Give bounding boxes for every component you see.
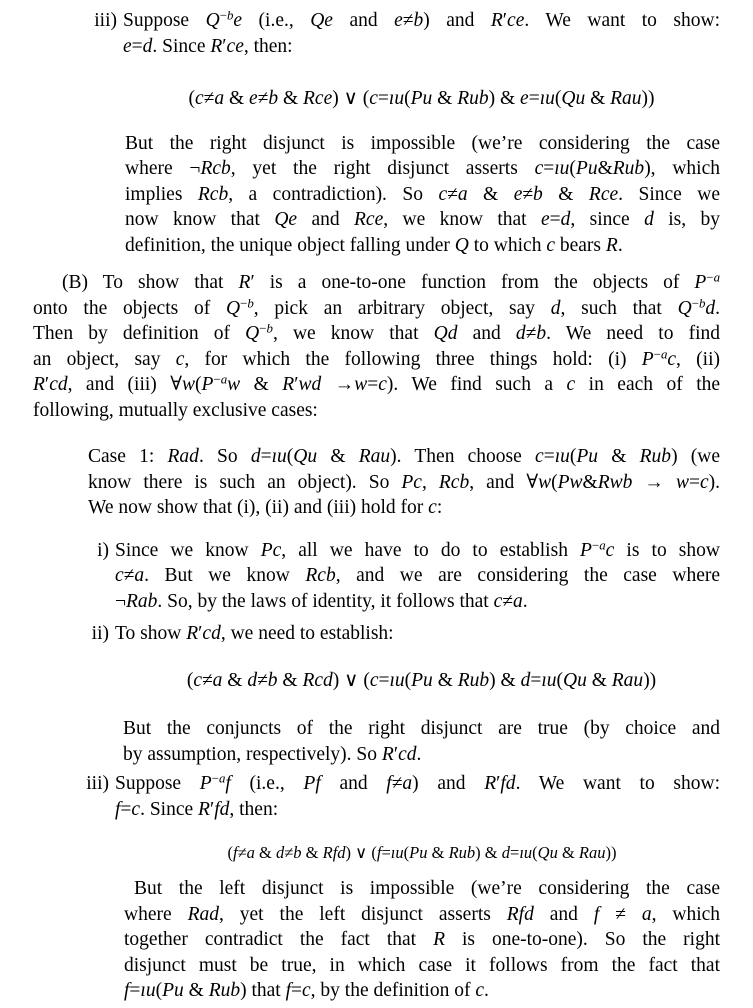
item-label: iii)	[86, 773, 109, 794]
text-line: We now show that (i), (ii) and (iii) hold for c:	[88, 497, 443, 518]
text-line: To show R′cd, we need to establish:	[115, 623, 394, 644]
text-line: where ¬Rcb, yet the right disjunct asserts c=ıu(Pu&Rub), which	[125, 158, 721, 179]
text-line: But the right disjunct is impossible (we’re considering the case	[125, 132, 720, 154]
list-item-iii-bottom	[86, 771, 721, 1004]
text-line: Since we know Pc, all we have to do to establish $P^{-a}c$ is to show	[115, 537, 720, 561]
text-line: know there is such an object). So Pc, Rcb, and ∀w(Pw&Rwb → w=c).	[88, 471, 721, 493]
text-line: onto the objects of $Q^{-b}$, pick an arbitrary object, say d, such that $Q^{-b}d$.	[33, 295, 721, 319]
list-item-ii	[91, 621, 720, 767]
text-line: e=d. Since R′ce, then:	[123, 35, 293, 57]
item-label: ii)	[91, 623, 109, 644]
text-line: f=ıu(Pu & Rub) that f=c, by the definition of c.	[124, 980, 489, 1001]
display-formula-3: (f≠a & d≠b & Rfd) ∨ (f=ıu(Pu & Rub) & d=ıu(Qu & Rau))	[227, 843, 617, 862]
text-line: (B) To show that R′ is a one-to-one function from the objects of $P^{-a}$	[62, 270, 720, 293]
item-label: i)	[97, 539, 109, 561]
item-label: iii)	[94, 10, 117, 31]
list-item-iii-top	[94, 8, 721, 258]
text-line: definition, the unique object falling under Q to which c bears R.	[125, 234, 623, 256]
text-line: R′cd, and (iii) $\forall w(P^{-a}w$ & R′wd →w=c). We find such a c in each of the	[33, 372, 721, 395]
text-line: where Rad, yet the left disjunct asserts Rfd and f ≠ a, which	[124, 903, 721, 925]
text-line: following, mutually exclusive cases:	[33, 399, 318, 421]
paragraph-left-disjunct	[124, 876, 720, 1004]
text-line: Case 1: Rad. So d=ıu(Qu & Rau). Then choose c=ıu(Pu & Rub) (we	[88, 446, 721, 467]
text-line: f=c. Since R′fd, then:	[115, 798, 279, 820]
text-line: by assumption, respectively). So R′cd.	[123, 743, 422, 765]
text-line: now know that Qe and Rce, we know that e=d, since d is, by	[125, 209, 720, 230]
text-line: implies Rcb, a contradiction). So c≠a & e≠b & Rce. Since we	[125, 183, 721, 205]
text-line: an object, say c, for which the following three things hold: (i) $P^{-a}c$, (ii)	[33, 346, 721, 370]
paragraph-case-1	[88, 444, 720, 521]
paragraph-part-b	[33, 270, 720, 423]
display-formula-1: (c≠a & e≠b & Rce) ∨ (c=ıu(Pu & Rub) & e=ıu(Qu & Rau))	[188, 88, 655, 109]
text-line: disjunct must be true, in which case it follows from the fact that	[124, 954, 720, 976]
paragraph-conjuncts	[123, 716, 720, 767]
list-item-i	[97, 537, 721, 615]
text-line: Suppose $Q^{-b}e$ (i.e., Qe and e≠b) and R′ce. We want to show:	[123, 8, 721, 31]
item-list	[86, 537, 721, 1004]
display-formula-2: (c≠a & d≠b & Rcd) ∨ (c=ıu(Pu & Rub) & d=ıu(Qu & Rau))	[186, 669, 657, 691]
text-line: Suppose $P^{-a}f$ (i.e., Pf and f≠a) and R′fd. We want to show:	[115, 771, 721, 794]
text-line: Then by definition of $Q^{-b}$, we know that Qd and d≠b. We need to find	[33, 321, 720, 344]
paragraph-right-disjunct	[125, 131, 720, 259]
text-line: c≠a. But we know Rcb, and we are considering the case where	[115, 565, 721, 586]
text-line: together contradict the fact that R is one-to-one). So the right	[124, 929, 720, 950]
text-line: ¬Rab. So, by the laws of identity, it follows that c≠a.	[115, 590, 528, 612]
text-line: But the conjuncts of the right disjunct are true (by choice and	[123, 718, 720, 739]
text-line: But the left disjunct is impossible (we’re considering the case	[134, 878, 720, 899]
